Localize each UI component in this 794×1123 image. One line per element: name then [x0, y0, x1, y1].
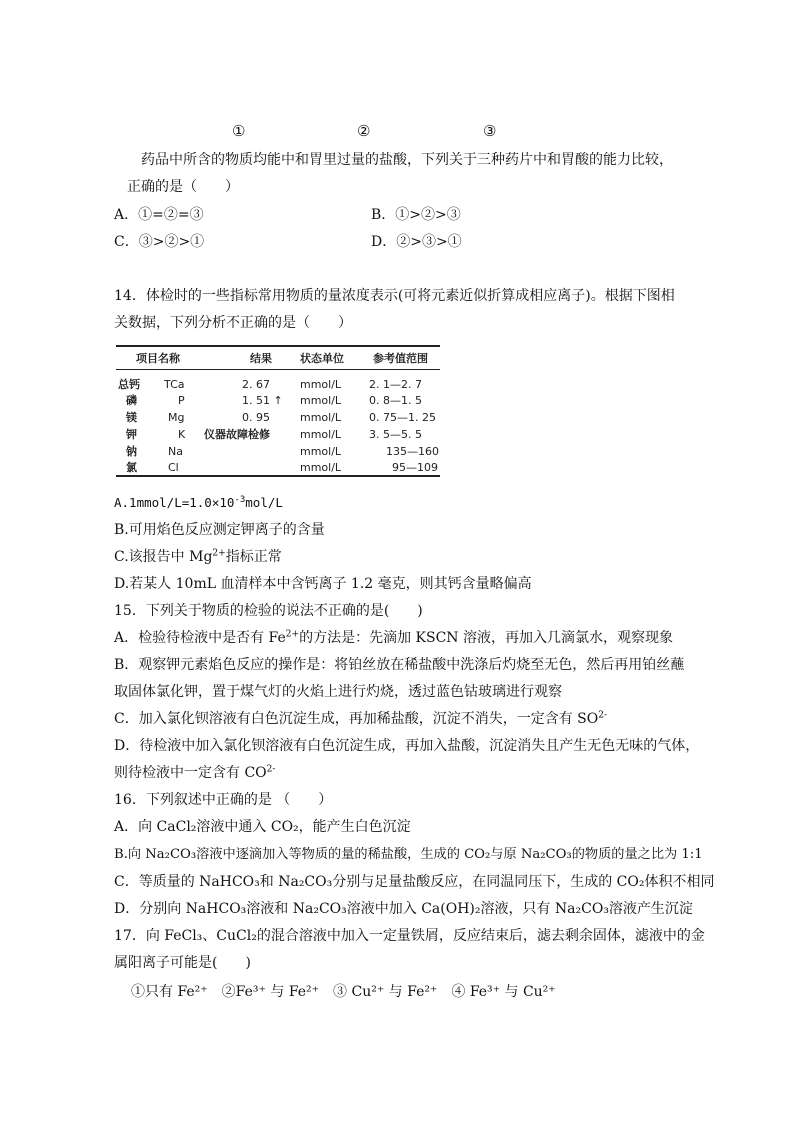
- header-ref-range: 参考值范围: [373, 352, 428, 365]
- row-unit: mmol/L: [300, 411, 342, 424]
- q15-option-b-line2: 取固体氯化钾，置于煤气灯的火焰上进行灼烧，透过蓝色钴玻璃进行观察: [114, 684, 562, 700]
- q13-option-b: B．①>②>③: [371, 207, 461, 223]
- q13-option-a: A．①=②=③: [114, 207, 204, 223]
- q15-option-d-line2: 则待检液中一定含有 $CO^{2-}$: [114, 764, 276, 781]
- row-ref: 0. 8—1. 5: [369, 394, 422, 407]
- header-result: 结果: [250, 352, 272, 365]
- formula-label-3: ③: [483, 122, 497, 140]
- q15-option-a: A．检验待检液中是否有 $Fe^{2+}$的方法是：先滴加 KSCN 溶液，再加入几滴氯水，观察现象: [114, 629, 673, 646]
- q15-stem: 15．下列关于物质的检验的说法不正确的是( ): [114, 603, 423, 619]
- row-symbol: TCa: [164, 378, 185, 391]
- q15-option-b-line1: B．观察钾元素焰色反应的操作是：将铂丝放在稀盐酸中洗涤后灼烧至无色，然后再用铂丝蘸: [114, 657, 685, 673]
- row-symbol: P: [178, 394, 185, 407]
- q13-option-c: C．③>②>①: [114, 234, 205, 250]
- q16-option-d: D．分别向 NaHCO₃溶液和 Na₂CO₃溶液中加入 Ca(OH)₂溶液，只有 Na₂CO₃溶液产生沉淀: [114, 901, 693, 917]
- row-name: 磷: [126, 394, 137, 407]
- q16-option-c: C．等质量的 NaHCO₃和 Na₂CO₃分别与足量盐酸反应，在同温同压下，生成的 CO₂体积不相同: [114, 874, 715, 890]
- q16-stem: 16．下列叙述中正确的是 （ ）: [114, 792, 333, 808]
- row-symbol: Na: [168, 445, 183, 458]
- row-ref: 2. 1—2. 7: [369, 378, 422, 391]
- row-result: 1. 51 ↑: [242, 394, 283, 407]
- row-result: 0. 95: [242, 411, 270, 424]
- row-unit: mmol/L: [300, 394, 342, 407]
- q14-option-b: B.可用焰色反应测定钾离子的含量: [114, 522, 325, 538]
- q14-option-d: D.若某人 10mL 血清样本中含钙离子 1.2 毫克，则其钙含量略偏高: [114, 576, 532, 592]
- row-unit: mmol/L: [300, 445, 342, 458]
- header-unit: 状态单位: [300, 352, 344, 365]
- q14-option-c: C.该报告中 $Mg^{2+}$指标正常: [114, 548, 282, 565]
- q15-option-c: C．加入氯化钡溶液有白色沉淀生成，再加稀盐酸，沉淀不消失，一定含有 $SO^{2-}$: [114, 710, 608, 727]
- row-unit: mmol/L: [300, 378, 342, 391]
- row-name: 钾: [126, 428, 137, 441]
- q15-option-d-line1: D．待检液中加入氯化钡溶液有白色沉淀生成，再加入盐酸，沉淀消失且产生无色无味的气体，: [114, 738, 700, 754]
- q13-option-d: D．②>③>①: [371, 234, 462, 250]
- row-unit: mmol/L: [300, 428, 342, 441]
- row-name: 氯: [126, 461, 137, 474]
- lab-report-table: [116, 345, 440, 477]
- q14-stem-line2: 关数据，下列分析不正确的是（ ）: [114, 315, 352, 331]
- row-symbol: K: [178, 428, 186, 441]
- q16-option-a: A．向 CaCl₂溶液中通入 CO₂，能产生白色沉淀: [114, 819, 411, 835]
- q14-stem-line1: 14．体检时的一些指标常用物质的量浓度表示(可将元素近似折算成相应离子)。根据下图相: [114, 288, 675, 304]
- row-symbol: Mg: [168, 411, 185, 424]
- row-name: 镁: [126, 411, 137, 424]
- row-name: 钠: [126, 445, 137, 458]
- q13-stem-line1: 药品中所含的物质均能中和胃里过量的盐酸，下列关于三种药片中和胃酸的能力比较，: [141, 152, 673, 168]
- q17-stem-line1: 17．向 FeCl₃、CuCl₂的混合溶液中加入一定量铁屑，反应结束后，滤去剩余固体，滤液中的金: [114, 928, 705, 944]
- row-ref: 95—109: [392, 461, 438, 474]
- row-ref: 0. 75—1. 25: [369, 411, 436, 424]
- q17-choices: ①只有 Fe²⁺ ②Fe³⁺ 与 Fe²⁺ ③ Cu²⁺ 与 Fe²⁺ ④ Fe³⁺ 与 Cu²⁺: [131, 984, 556, 1000]
- q17-stem-line2: 属阳离子可能是( ): [114, 955, 251, 971]
- row-symbol: Cl: [168, 461, 179, 474]
- row-result: 仪器故障检修: [204, 428, 270, 441]
- q16-option-b: B.向 Na₂CO₃溶液中逐滴加入等物质的量的稀盐酸，生成的 CO₂与原 Na₂CO₃的物质的量之比为 1:1: [114, 847, 703, 862]
- formula-label-1: ①: [232, 122, 246, 140]
- row-ref: 3. 5—5. 5: [369, 428, 422, 441]
- q14-option-a: $A.1mmol/L=1.0\times 10^{-3}mol/L$: [114, 494, 283, 510]
- formula-label-2: ②: [357, 122, 371, 140]
- q13-stem-line2: 正确的是（ ）: [127, 179, 239, 195]
- row-name: 总钙: [118, 378, 140, 391]
- header-item-name: 项目名称: [136, 352, 180, 365]
- row-unit: mmol/L: [300, 461, 342, 474]
- row-result: 2. 67: [242, 378, 270, 391]
- row-ref: 135—160: [386, 445, 439, 458]
